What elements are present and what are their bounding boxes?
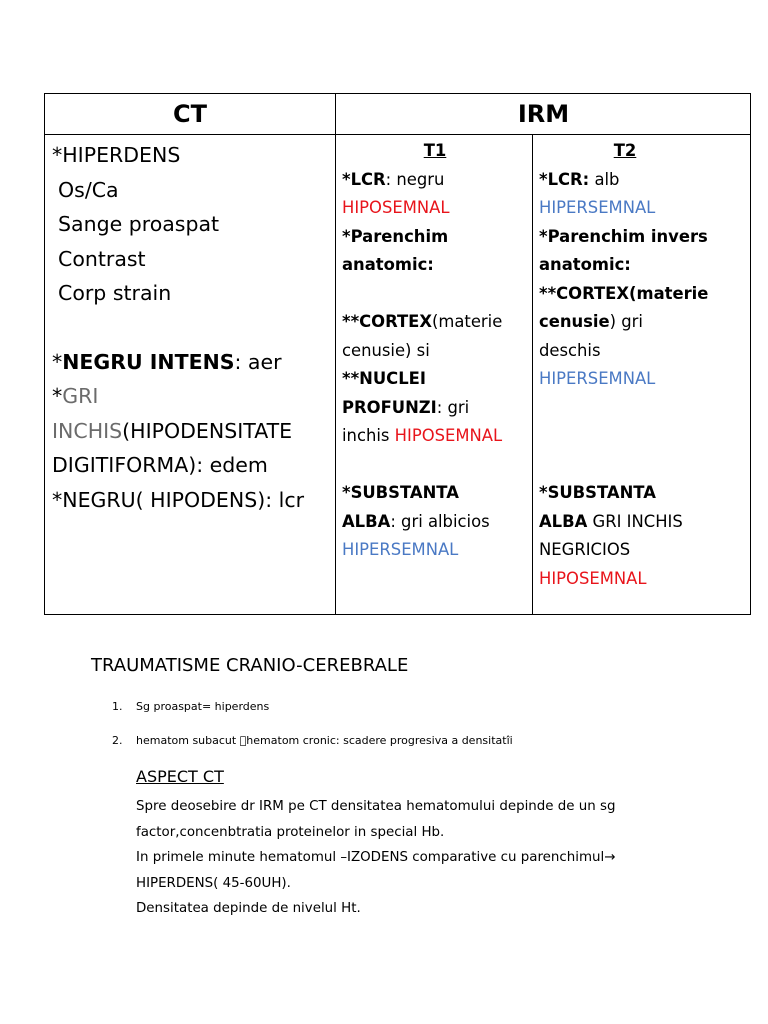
t1-cortex: **CORTEX(materie [342, 312, 503, 331]
t2-substanta-signal: HIPOSEMNAL [539, 568, 647, 588]
t2-column-body [539, 137, 749, 593]
t2-substanta-3: NEGRICIOS [539, 540, 631, 559]
t1-lcr: *LCR: negru [342, 169, 445, 189]
ct-line: DIGITIFORMA): edem [52, 453, 268, 477]
t1-cortex-2: cenusie) si [342, 340, 430, 360]
column-divider-ct-irm [335, 94, 336, 614]
ct-line: Contrast [58, 246, 146, 271]
paragraph-line: HIPERDENS( 45-60UH). [136, 875, 291, 891]
paragraph-line: Spre deosebire dr IRM pe CT densitatea hematomului depinde de un sg [136, 799, 616, 814]
t2-cortex-3: deschis [539, 340, 601, 360]
paragraph-line: factor,concenbtratia proteinelor in special Hb. [136, 824, 445, 840]
aspect-ct-heading: ASPECT CT [136, 767, 224, 786]
t2-parenchim: *Parenchim invers [539, 226, 708, 246]
ct-line: Sange proaspat [58, 212, 220, 236]
t1-nuclei-2: PROFUNZI: gri [342, 397, 470, 417]
ct-line: *NEGRU( HIPODENS): lcr [52, 487, 305, 512]
t1-substanta-signal: HIPERSEMNAL [342, 540, 459, 559]
header-divider [45, 134, 750, 135]
aspect-ct-paragraph [136, 794, 756, 922]
section-title: TRAUMATISME CRANIO-CEREBRALE [91, 655, 409, 676]
t1-parenchim-2: anatomic: [342, 255, 434, 274]
paragraph-line: Densitatea depinde de nivelul Ht. [136, 901, 361, 916]
ct-line: *HIPERDENS [52, 143, 181, 167]
t2-lcr-signal: HIPERSEMNAL [539, 198, 656, 217]
column-divider-t1-t2 [532, 135, 533, 614]
ct-header: CT [173, 100, 207, 128]
ct-line: *GRI [52, 384, 99, 408]
t2-parenchim-2: anatomic: [539, 255, 631, 274]
irm-header: IRM [517, 100, 570, 128]
t1-nuclei-3: inchis HIPOSEMNAL [342, 426, 503, 445]
ct-line: INCHIS(HIPODENSITATE [52, 418, 293, 443]
t1-substanta: *SUBSTANTA [342, 483, 459, 502]
t1-column-body [342, 137, 528, 565]
t1-nuclei: **NUCLEI [342, 369, 426, 388]
paragraph-line: In primele minute hematomul –IZODENS comparative cu parenchimul→ [136, 850, 616, 865]
ct-line: Os/Ca [58, 177, 119, 202]
list-item: 2. hematom subacut  hematom cronic: scadere progresiva a densitatîi [112, 734, 513, 747]
t2-cortex-signal: HIPERSEMNAL [539, 369, 656, 388]
t2-cortex-2: cenusie) gri [539, 312, 643, 331]
t1-title: T1 [423, 141, 447, 160]
ct-line: *NEGRU INTENS: aer [52, 349, 282, 374]
ct-line: Corp strain [58, 281, 172, 305]
t1-substanta-2: ALBA: gri albicios [342, 511, 490, 531]
t2-substanta: *SUBSTANTA [539, 483, 656, 502]
ct-column [52, 138, 334, 517]
list-item: 1. Sg proaspat= hiperdens [112, 700, 270, 713]
t1-parenchim: *Parenchim [342, 226, 449, 246]
t2-cortex: **CORTEX(materie [539, 283, 709, 303]
t1-lcr-signal: HIPOSEMNAL [342, 198, 450, 217]
t2-lcr: *LCR: alb [539, 169, 620, 189]
t2-substanta-2: ALBA GRI INCHIS [539, 511, 683, 531]
t2-title: T2 [613, 141, 637, 160]
